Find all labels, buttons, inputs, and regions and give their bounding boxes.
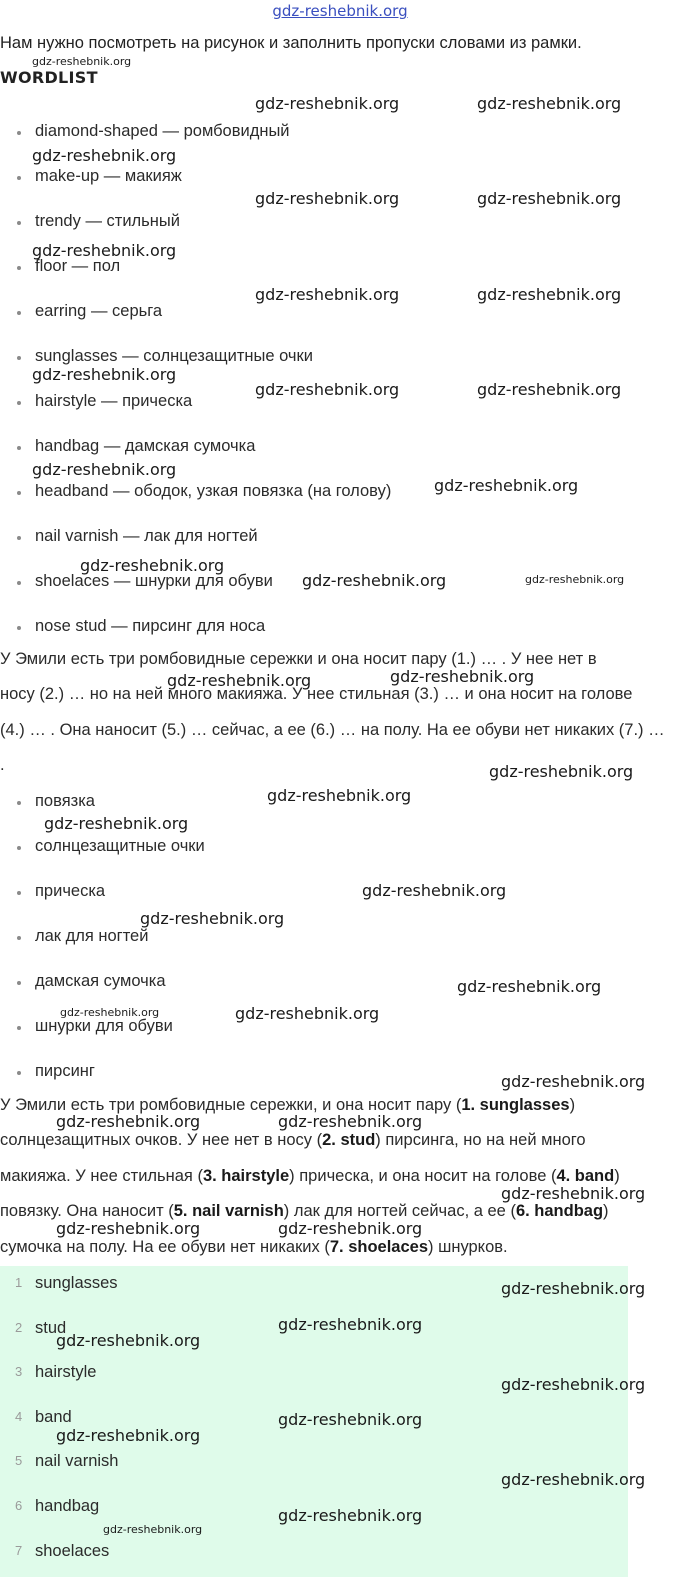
watermark: gdz-reshebnik.org <box>477 189 622 208</box>
watermark: gdz-reshebnik.org <box>501 1072 646 1091</box>
answer-highlight: 5. nail varnish <box>173 1202 284 1220</box>
filled-line-3: макияжа. У нее стильная (3. hairstyle) прическа, и она носит на голове (4. band) <box>0 1167 620 1185</box>
watermark: gdz-reshebnik.org <box>501 1279 646 1298</box>
bullet-icon <box>17 846 21 850</box>
bullet-icon <box>17 626 21 630</box>
watermark: gdz-reshebnik.org <box>525 573 625 586</box>
watermark: gdz-reshebnik.org <box>235 1004 380 1023</box>
intro-text: Нам нужно посмотреть на рисунок и заполнить пропуски словами из рамки. <box>0 34 582 52</box>
watermark: gdz-reshebnik.org <box>278 1506 423 1525</box>
watermark: gdz-reshebnik.org <box>477 285 622 304</box>
bullet-icon <box>17 401 21 405</box>
watermark: gdz-reshebnik.org <box>457 977 602 996</box>
watermark: gdz-reshebnik.org <box>32 460 177 479</box>
watermark: gdz-reshebnik.org <box>278 1410 423 1429</box>
bullet-icon <box>17 981 21 985</box>
watermark: gdz-reshebnik.org <box>255 94 400 113</box>
watermark: gdz-reshebnik.org <box>255 380 400 399</box>
answer-highlight: 6. handbag <box>515 1202 604 1220</box>
watermark: gdz-reshebnik.org <box>278 1112 423 1131</box>
watermark: gdz-reshebnik.org <box>362 881 507 900</box>
watermark: gdz-reshebnik.org <box>489 762 634 781</box>
watermark: gdz-reshebnik.org <box>32 365 177 384</box>
watermark: gdz-reshebnik.org <box>56 1426 201 1445</box>
answers-box: 1 sunglasses 2 stud 3 hairstyle 4 band 5 nail varnish 6 handbag 7 shoelaces <box>0 1266 628 1577</box>
watermark: gdz-reshebnik.org <box>44 814 189 833</box>
watermark: gdz-reshebnik.org <box>278 1219 423 1238</box>
bullet-icon <box>17 356 21 360</box>
task-line-2: носу (2.) … но на ней много макияжа. У нее стильная (3.) … и она носит на голове <box>0 685 633 703</box>
watermark: gdz-reshebnik.org <box>56 1331 201 1350</box>
watermark: gdz-reshebnik.org <box>80 556 225 575</box>
watermark: gdz-reshebnik.org <box>390 667 535 686</box>
bullet-icon <box>17 1026 21 1030</box>
bullet-icon <box>17 581 21 585</box>
bullet-icon <box>17 446 21 450</box>
watermark: gdz-reshebnik.org <box>167 671 312 690</box>
filled-line-1: У Эмили есть три ромбовидные сережки, и она носит пару (1. sunglasses) <box>0 1096 576 1114</box>
watermark: gdz-reshebnik.org <box>32 146 177 165</box>
watermark: gdz-reshebnik.org <box>501 1375 646 1394</box>
task-line-3: (4.) … . Она наносит (5.) … сейчас, а ее (6.) … на полу. На ее обуви нет никаких (7.) … <box>0 721 665 739</box>
filled-line-2: солнцезащитных очков. У нее нет в носу (2. stud) пирсинга, но на ней много <box>0 1131 586 1149</box>
watermark: gdz-reshebnik.org <box>302 571 447 590</box>
bullet-icon <box>17 176 21 180</box>
bullet-icon <box>17 936 21 940</box>
task-line-4: . <box>0 756 5 774</box>
watermark: gdz-reshebnik.org <box>255 189 400 208</box>
bullet-icon <box>17 311 21 315</box>
answer-highlight: 7. shoelaces <box>329 1238 429 1256</box>
site-header-link[interactable]: gdz-reshebnik.org <box>272 2 408 20</box>
answer-highlight: 4. band <box>556 1167 615 1185</box>
bullet-icon <box>17 1071 21 1075</box>
watermark: gdz-reshebnik.org <box>434 476 579 495</box>
task-line-1: У Эмили есть три ромбовидные сережки и она носит пару (1.) … . У нее нет в <box>0 650 597 668</box>
watermark: gdz-reshebnik.org <box>32 55 132 68</box>
watermark: gdz-reshebnik.org <box>60 1006 160 1019</box>
watermark: gdz-reshebnik.org <box>501 1470 646 1489</box>
bullet-icon <box>17 491 21 495</box>
bullet-icon <box>17 801 21 805</box>
wordlist-title: WORDLIST <box>0 68 98 87</box>
watermark: gdz-reshebnik.org <box>56 1219 201 1238</box>
watermark: gdz-reshebnik.org <box>477 94 622 113</box>
watermark: gdz-reshebnik.org <box>140 909 285 928</box>
bullet-icon <box>17 536 21 540</box>
watermark: gdz-reshebnik.org <box>501 1184 646 1203</box>
bullet-icon <box>17 131 21 135</box>
bullet-icon <box>17 221 21 225</box>
bullet-icon <box>17 891 21 895</box>
answer-highlight: 1. sunglasses <box>461 1096 570 1114</box>
bullet-icon <box>17 266 21 270</box>
watermark: gdz-reshebnik.org <box>267 786 412 805</box>
filled-line-5: сумочка на полу. На ее обуви нет никаких (7. shoelaces) шнурков. <box>0 1238 508 1256</box>
watermark: gdz-reshebnik.org <box>255 285 400 304</box>
watermark: gdz-reshebnik.org <box>103 1523 203 1536</box>
answer-highlight: 3. hairstyle <box>202 1167 290 1185</box>
watermark: gdz-reshebnik.org <box>56 1112 201 1131</box>
watermark: gdz-reshebnik.org <box>477 380 622 399</box>
filled-line-4: повязку. Она наносит (5. nail varnish) лак для ногтей сейчас, а ее (6. handbag) <box>0 1202 609 1220</box>
watermark: gdz-reshebnik.org <box>278 1315 423 1334</box>
watermark: gdz-reshebnik.org <box>32 241 177 260</box>
answer-highlight: 2. stud <box>322 1131 376 1149</box>
